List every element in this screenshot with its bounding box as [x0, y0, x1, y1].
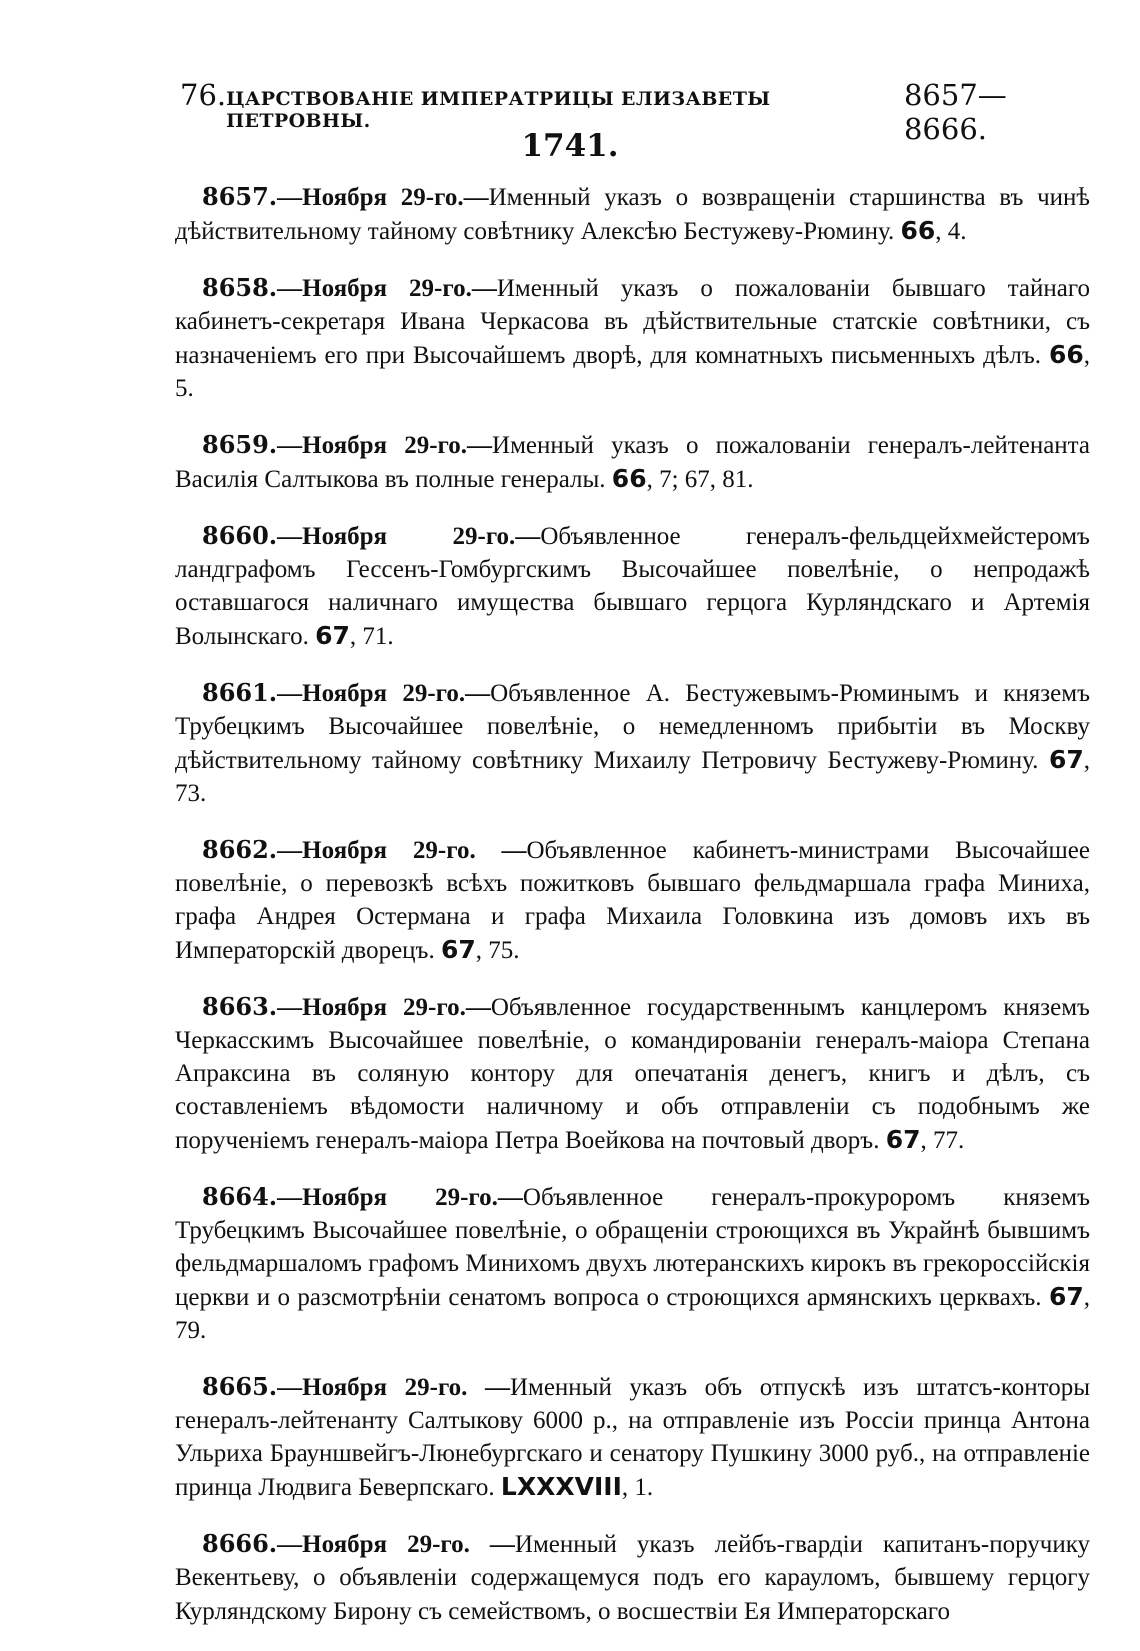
entry [175, 833, 1090, 967]
entry-date: —Ноября 29-го.— [277, 275, 497, 302]
entry-reference-rest: , 4. [935, 218, 967, 245]
entry-reference-rest: , 73. [175, 747, 1090, 807]
entry-text: Объявленное генералъ-прокуроромъ княземъ Трубецкимъ Высочайшее повелѣніе, о обращеніи строющихся въ Украйнѣ бывшимъ фельдмаршаломъ графомъ Минихомъ двухъ лютеранскихъ кирокъ въ грекороссійскія церкви и о разсмотрѣніи сенатомъ вопроса о строющихся армянскихъ церквахъ. [175, 1184, 1090, 1311]
entry [175, 180, 1090, 248]
entry-date: —Ноября 29-го.— [277, 432, 493, 459]
entry-text: Именный указъ объ отпускѣ изъ штатсъ-конторы генералъ-лейтенанту Салтыкову 6000 р., на отправленіе изъ Россіи принца Антона Ульриха Брауншвейгъ-Люнебургскаго и сенатору Пушкину 3000 руб., на отправленіе принца Людвига Беверпскаго. [175, 1374, 1090, 1501]
entry-reference: 67 [885, 1125, 921, 1154]
entry-range: 8657—8666. [903, 78, 1007, 146]
entry-number: 8659. [202, 430, 278, 459]
entry-text: Именный указъ о пожалованіи генералъ-лейтенанта Василія Салтыкова въ полные генералы. [175, 432, 1090, 493]
entries-list [175, 180, 1090, 1651]
entry [175, 1180, 1090, 1347]
entry-number: 8661. [202, 678, 278, 707]
entry [175, 1527, 1090, 1628]
entry-number: 8658. [202, 273, 278, 302]
entry-text: Объявленное А. Бестужевымъ-Рюминымъ и княземъ Трубецкимъ Высочайшее повелѣніе, о немедленномъ прибытіи въ Москву дѣйствительному тайному совѣтнику Михаилу Петровичу Бестужеву-Рюмину. [175, 680, 1091, 774]
entry [175, 676, 1090, 810]
entry-date: —Ноября 29-го.— [277, 994, 491, 1021]
entry-reference-rest: , 5. [175, 342, 1090, 402]
entry-reference: 66 [900, 216, 936, 245]
entry-date: —Ноября 29-го. — [277, 837, 527, 864]
entry-date: —Ноября 29-го.— [277, 680, 491, 707]
entry-reference: 67 [315, 621, 350, 650]
entry-text: Именный указъ лейбъ-гвардіи капитанъ-поручику Векентьеву, о объявленіи содержащемуся подъ его карауломъ, бывшему герцогу Курляндскому Бирону съ семействомъ, о восшествіи Ея Императорскаго [175, 1531, 1090, 1625]
entry-text: Именный указъ о пожалованіи бывшаго тайнаго кабинетъ-секретаря Ивана Черкасова въ дѣйствительные статскіе совѣтники, съ назначеніемъ его при Высочайшемъ дворѣ, для комнатныхъ письменныхъ дѣлъ. [175, 275, 1091, 369]
entry-reference-rest: , 75. [475, 937, 520, 964]
entry-reference: 66 [1048, 340, 1084, 369]
entry-number: 8666. [202, 1529, 278, 1558]
entry-reference: 67 [440, 935, 476, 964]
entry-date: —Ноября 29-го. — [277, 1374, 510, 1401]
entry [175, 428, 1090, 496]
entry-date: —Ноября 29-го.— [277, 184, 489, 211]
entry [175, 1370, 1090, 1504]
entry [175, 519, 1090, 653]
entry-text: Именный указъ о возвращеніи старшинства въ чинѣ дѣйствительному тайному совѣтнику Алексѣю Бестужеву-Рюмину. [175, 184, 1091, 245]
entry-date: —Ноября 29-го.— [277, 523, 541, 550]
entry-reference-rest: , 77. [920, 1127, 965, 1154]
entry-reference: 66 [611, 464, 647, 493]
entry-text: Объявленное генералъ-фельдцейхмейстеромъ ландграфомъ Гессенъ-Гомбургскимъ Высочайшее повелѣніе, о непродажѣ оставшагося наличнаго имущества бывшаго герцога Курляндскаго и Артемія Волынскаго. [175, 523, 1090, 650]
entry-date: —Ноября 29-го. — [277, 1531, 515, 1558]
entry-text: Объявленное кабинетъ-министрами Высочайшее повелѣніе, о перевозкѣ всѣхъ пожитковъ бывшаго фельдмаршала графа Миниха, графа Андрея Остермана и графа Михаила Головкина изъ домовъ ихъ въ Императорскій дворецъ. [175, 837, 1090, 964]
year-heading: 1741. [521, 128, 619, 164]
entry-number: 8662. [202, 835, 278, 864]
entry-reference: 67 [1048, 745, 1084, 774]
entry [175, 990, 1090, 1157]
entry-number: 8664. [202, 1182, 278, 1211]
entry-reference-rest: , 79. [175, 1284, 1090, 1344]
entry-date: —Ноября 29-го.— [277, 1184, 523, 1211]
entry-number: 8663. [202, 992, 278, 1021]
running-title: ЦАРСТВОВАНІЕ ИМПЕРАТРИЦЫ ЕЛИЗАВЕТЫ ПЕТРОВНЫ. [226, 88, 771, 132]
page-number: 76. [180, 78, 227, 112]
entry-text: Объявленное государственнымъ канцлеромъ княземъ Черкасскимъ Высочайшее повелѣніе, о командированіи генералъ-маіора Степана Апраксина въ соляную контору для опечатанія денегъ, книгъ и дѣлъ, съ составленіемъ вѣдомости наличному и объ отправленіи съ подобнымъ же порученіемъ генералъ-маіора Петра Воейкова на почтовый дворъ. [175, 994, 1090, 1154]
entry-reference-rest: , 7; 67, 81. [646, 466, 754, 493]
entry-number: 8657. [202, 182, 278, 211]
entry-reference-rest: , 71. [349, 623, 394, 650]
entry [175, 271, 1090, 405]
entry-reference: LXXXVIII [500, 1472, 622, 1501]
entry-number: 8665. [202, 1372, 278, 1401]
entry-reference-rest: , 1. [621, 1474, 654, 1501]
entry-number: 8660. [202, 521, 278, 550]
entry-reference: 67 [1048, 1282, 1084, 1311]
